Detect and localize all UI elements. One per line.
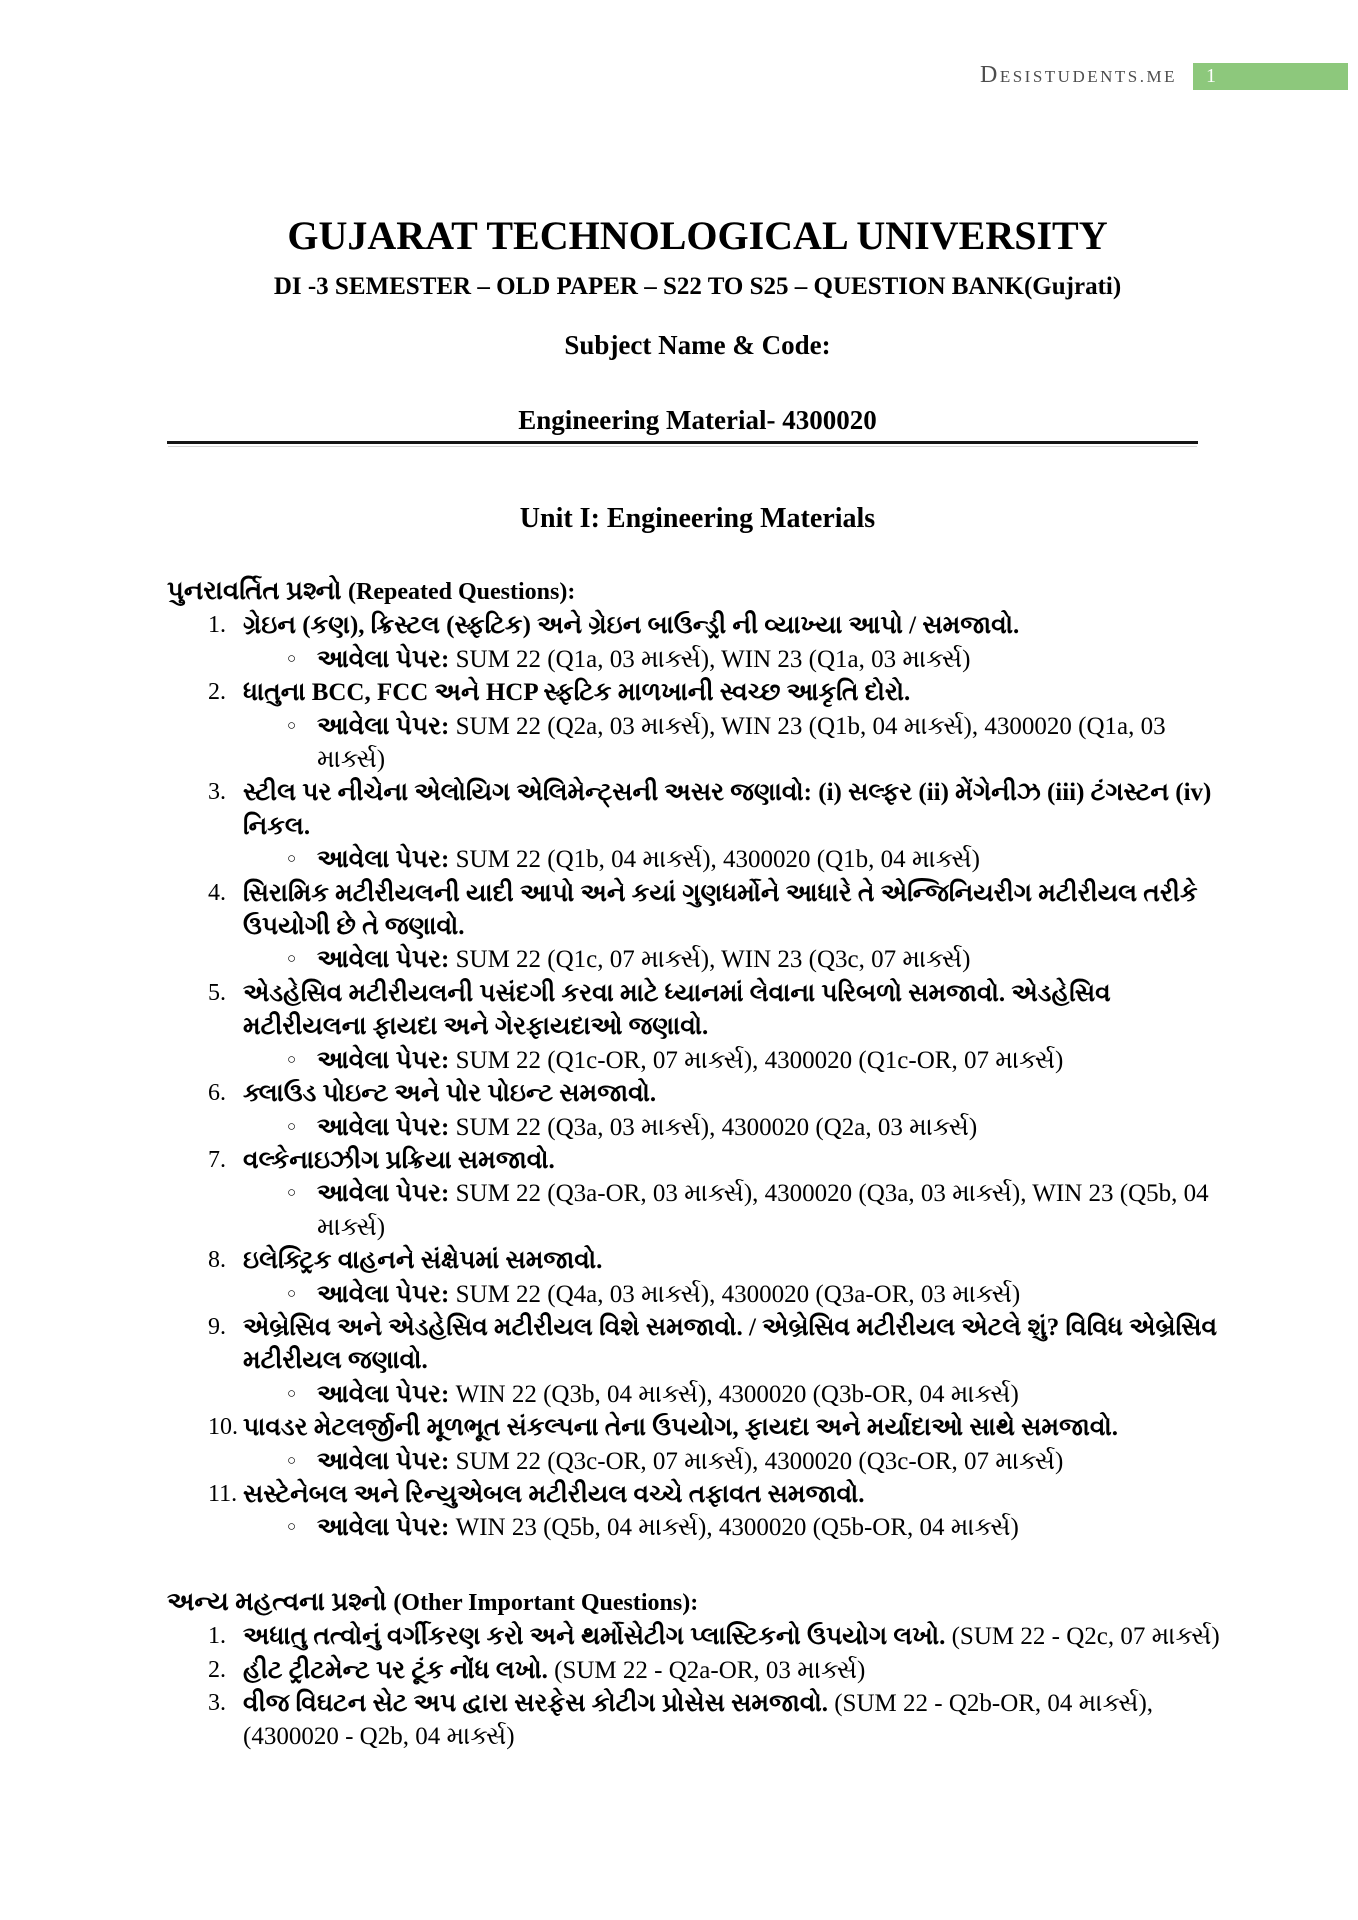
question-item xyxy=(167,1620,1228,1653)
question-number: 11. xyxy=(208,1480,238,1507)
divider-rule xyxy=(167,441,1198,444)
section-heading-gujarati: પુનરાવર્તિત પ્રશ્નો xyxy=(167,576,349,605)
question-text: ગ્રેઇન (કણ), ક્રિસ્ટલ (સ્ફટિક) અને ગ્રેઇન બાઉન્ડ્રી ની વ્યાખ્યા આપો / સમજાવો. xyxy=(243,612,1020,640)
question-item xyxy=(167,676,1228,776)
papers-bullet xyxy=(243,843,1228,876)
papers-text xyxy=(317,1378,1228,1411)
question-item xyxy=(167,776,1228,876)
question-text: સસ્ટેનેબલ અને રિન્યુએબલ મટીરીયલ વચ્ચે તફાવત સમજાવો. xyxy=(243,1480,865,1508)
question-body xyxy=(243,1144,1228,1244)
section-heading xyxy=(167,574,1228,609)
bullet-icon: ○ xyxy=(287,1118,297,1135)
question-text: હીટ ટ્રીટમેન્ટ પર ટૂંક નોંધ લખો. (SUM 22 - Q2a-OR, 03 માર્ક્સ) xyxy=(243,1656,866,1684)
question-body xyxy=(243,676,1228,776)
question-number: 7. xyxy=(208,1146,226,1173)
papers-label: આવેલા પેપર: xyxy=(317,712,456,740)
question-text: વલ્કેનાઇઝીગ પ્રક્રિયા સમજાવો. xyxy=(243,1146,555,1174)
watermark-text: DESISTUDENTS.ME xyxy=(980,62,1177,88)
university-title: GUJARAT TECHNOLOGICAL UNIVERSITY xyxy=(287,213,1108,258)
page-number-badge xyxy=(1193,63,1348,90)
question-body xyxy=(243,1311,1228,1411)
page-number: 1 xyxy=(1206,64,1216,87)
papers-value: WIN 22 (Q3b, 04 માર્ક્સ), 4300020 (Q3b-OR, 04 માર્ક્સ) xyxy=(455,1380,1019,1408)
papers-value: SUM 22 (Q3a, 03 માર્ક્સ), 4300020 (Q2a, 03 માર્ક્સ) xyxy=(455,1113,978,1141)
subject-label: Subject Name & Code: xyxy=(564,330,831,360)
question-text: સિરામિક મટીરીયલની યાદી આપો અને કયાં ગુણધર્મોને આધારે તે એન્જિનિયરીગ મટીરીયલ તરીકે ઉપયોગી છે તે જણાવો. xyxy=(243,879,1198,941)
papers-bullet xyxy=(243,1044,1228,1077)
question-body xyxy=(243,609,1228,676)
question-item xyxy=(167,1654,1228,1687)
question-body xyxy=(243,1411,1228,1478)
papers-value: SUM 22 (Q1c, 07 માર્ક્સ), WIN 23 (Q3c, 07 માર્ક્સ) xyxy=(455,946,971,974)
question-number: 5. xyxy=(208,979,226,1006)
question-item xyxy=(167,1411,1228,1478)
question-sections xyxy=(167,574,1228,1754)
question-body xyxy=(243,1478,1228,1545)
section-heading xyxy=(167,1585,1228,1620)
papers-value: WIN 23 (Q5b, 04 માર્ક્સ), 4300020 (Q5b-OR, 04 માર્ક્સ) xyxy=(455,1514,1019,1542)
papers-bullet xyxy=(243,1445,1228,1478)
question-text: ધાતુના BCC, FCC અને HCP સ્ફટિક માળખાની સ્વચ્છ આકૃતિ દોરો. xyxy=(243,679,911,707)
papers-label: આવેલા પેપર: xyxy=(317,1280,456,1308)
papers-label: આવેલા પેપર: xyxy=(317,946,456,974)
papers-text xyxy=(317,1177,1228,1244)
question-item xyxy=(167,877,1228,977)
papers-text xyxy=(317,1445,1228,1478)
question-body xyxy=(243,977,1228,1077)
paper-subtitle: DI -3 SEMESTER – OLD PAPER – S22 TO S25 – QUESTION BANK(Gujrati) xyxy=(273,273,1122,300)
papers-bullet xyxy=(243,1511,1228,1544)
question-body xyxy=(243,1244,1228,1311)
question-number: 4. xyxy=(208,879,226,906)
papers-label: આવેલા પેપર: xyxy=(317,846,456,874)
question-number: 2. xyxy=(208,679,226,706)
papers-bullet xyxy=(243,1111,1228,1144)
papers-bullet xyxy=(243,1378,1228,1411)
question-item xyxy=(167,609,1228,676)
section-heading-english: (Other Important Questions): xyxy=(393,1589,699,1616)
question-item xyxy=(167,1244,1228,1311)
papers-label: આવેલા પેપર: xyxy=(317,1514,456,1542)
papers-bullet xyxy=(243,1177,1228,1244)
bullet-icon: ○ xyxy=(287,1285,297,1302)
question-body xyxy=(243,1687,1228,1754)
question-text: પાવડર મેટલર્જીની મૂળભૂત સંકલ્પના તેના ઉપયોગ, ફાયદા અને મર્યાદાઓ સાથે સમજાવો. xyxy=(243,1414,1119,1442)
papers-value: SUM 22 (Q1a, 03 માર્ક્સ), WIN 23 (Q1a, 03 માર્ક્સ) xyxy=(455,645,971,673)
question-number: 8. xyxy=(208,1247,226,1274)
papers-value: SUM 22 (Q3c-OR, 07 માર્ક્સ), 4300020 (Q3c-OR, 07 માર્ક્સ) xyxy=(455,1447,1064,1475)
question-number: 10. xyxy=(208,1414,238,1441)
papers-bullet xyxy=(243,643,1228,676)
papers-bullet xyxy=(243,710,1228,777)
papers-bullet xyxy=(243,943,1228,976)
subject-name-code: Engineering Material- 4300020 xyxy=(518,405,877,435)
question-body xyxy=(243,1077,1228,1144)
bullet-icon: ○ xyxy=(287,1385,297,1402)
question-reference: (SUM 22 - Q2c, 07 માર્ક્સ) xyxy=(951,1623,1220,1651)
papers-label: આવેલા પેપર: xyxy=(317,1046,456,1074)
bullet-icon: ○ xyxy=(287,851,297,868)
question-body xyxy=(243,776,1228,876)
question-number: 9. xyxy=(208,1313,226,1340)
question-number: 3. xyxy=(208,779,226,806)
question-text: સ્ટીલ પર નીચેના એલોયિગ એલિમેન્ટ્સની અસર જણાવો: (i) સલ્ફર (ii) મેંગેનીઝ (iii) ટંગસ્ટન (iv) નિકલ. xyxy=(243,779,1212,840)
papers-text xyxy=(317,710,1228,777)
papers-value: SUM 22 (Q2a, 03 માર્ક્સ), WIN 23 (Q1b, 04 માર્ક્સ), 4300020 (Q1a, 03 માર્ક્સ) xyxy=(317,712,1166,774)
question-item xyxy=(167,977,1228,1077)
section-heading-english: (Repeated Questions): xyxy=(348,579,576,605)
page-header-bar xyxy=(980,62,1348,90)
papers-text xyxy=(317,643,1228,676)
papers-text xyxy=(317,843,1228,876)
question-number: 1. xyxy=(208,1623,226,1650)
question-body xyxy=(243,877,1228,977)
bullet-icon: ○ xyxy=(287,1519,297,1536)
bullet-icon: ○ xyxy=(287,1051,297,1068)
bullet-icon: ○ xyxy=(287,717,297,734)
papers-label: આવેલા પેપર: xyxy=(317,1447,456,1475)
papers-value: SUM 22 (Q4a, 03 માર્ક્સ), 4300020 (Q3a-OR, 03 માર્ક્સ) xyxy=(455,1280,1021,1308)
question-item xyxy=(167,1311,1228,1411)
papers-text xyxy=(317,1511,1228,1544)
papers-text xyxy=(317,1044,1228,1077)
papers-label: આવેલા પેપર: xyxy=(317,645,456,673)
papers-value: SUM 22 (Q3a-OR, 03 માર્ક્સ), 4300020 (Q3a, 03 માર્ક્સ), WIN 23 (Q5b, 04 માર્ક્સ) xyxy=(317,1180,1209,1241)
bullet-icon: ○ xyxy=(287,1452,297,1469)
papers-value: SUM 22 (Q1c-OR, 07 માર્ક્સ), 4300020 (Q1c-OR, 07 માર્ક્સ) xyxy=(455,1046,1064,1074)
papers-bullet xyxy=(243,1278,1228,1311)
question-body xyxy=(243,1620,1228,1653)
papers-value: SUM 22 (Q1b, 04 માર્ક્સ), 4300020 (Q1b, 04 માર્ક્સ) xyxy=(455,846,981,874)
papers-text xyxy=(317,1278,1228,1311)
question-number: 2. xyxy=(208,1656,226,1683)
question-item xyxy=(167,1687,1228,1754)
question-text: એબ્રેસિવ અને એડહેસિવ મટીરીયલ વિશે સમજાવો. / એબ્રેસિવ મટીરીયલ એટલે શું? વિવિધ એબ્રેસિવ મટીરીયલ જણાવો. xyxy=(243,1313,1218,1375)
question-text: વીજ વિઘટન સેટ અપ દ્વારા સરફેસ કોટીગ પ્રોસેસ સમજાવો. (SUM 22 - Q2b-OR, 04 માર્ક્સ), (4300020 - Q2b, 04 માર્ક્સ) xyxy=(243,1690,1154,1751)
question-item xyxy=(167,1144,1228,1244)
question-number: 3. xyxy=(208,1690,226,1716)
question-text: એડહેસિવ મટીરીયલની પસંદગી કરવા માટે ધ્યાનમાં લેવાના પરિબળો સમજાવો. એડહેસિવ મટીરીયલના ફાયદા અને ગેરફાયદાઓ જણાવો. xyxy=(243,979,1111,1041)
question-text: ક્લાઉડ પોઇન્ટ અને પોર પોઇન્ટ સમજાવો. xyxy=(243,1080,657,1108)
question-number: 6. xyxy=(208,1080,226,1107)
papers-text xyxy=(317,943,1228,976)
bullet-icon: ○ xyxy=(287,1185,297,1202)
question-item xyxy=(167,1077,1228,1144)
question-text: ઇલેક્ટ્રિક વાહનને સંક્ષેપમાં સમજાવો. xyxy=(243,1247,603,1275)
papers-label: આવેલા પેપર: xyxy=(317,1380,456,1408)
question-item xyxy=(167,1478,1228,1545)
papers-label: આવેલા પેપર: xyxy=(317,1180,456,1208)
question-reference: (SUM 22 - Q2b-OR, 04 માર્ક્સ), (4300020 - Q2b, 04 માર્ક્સ) xyxy=(243,1690,1154,1751)
unit-title: Unit I: Engineering Materials xyxy=(519,503,876,534)
papers-text xyxy=(317,1111,1228,1144)
question-body xyxy=(243,1654,1228,1687)
question-reference: (SUM 22 - Q2a-OR, 03 માર્ક્સ) xyxy=(554,1656,866,1684)
bullet-icon: ○ xyxy=(287,951,297,968)
bullet-icon: ○ xyxy=(287,650,297,667)
question-text: અધાતુ તત્વોનું વર્ગીકરણ કરો અને થર્મોસેટીગ પ્લાસ્ટિકનો ઉપયોગ લખો. (SUM 22 - Q2c, 07 માર્ક્સ) xyxy=(243,1623,1220,1651)
question-number: 1. xyxy=(208,612,226,639)
section-heading-gujarati: અન્ય મહત્વના પ્રશ્નો xyxy=(167,1586,394,1616)
papers-label: આવેલા પેપર: xyxy=(317,1113,456,1141)
